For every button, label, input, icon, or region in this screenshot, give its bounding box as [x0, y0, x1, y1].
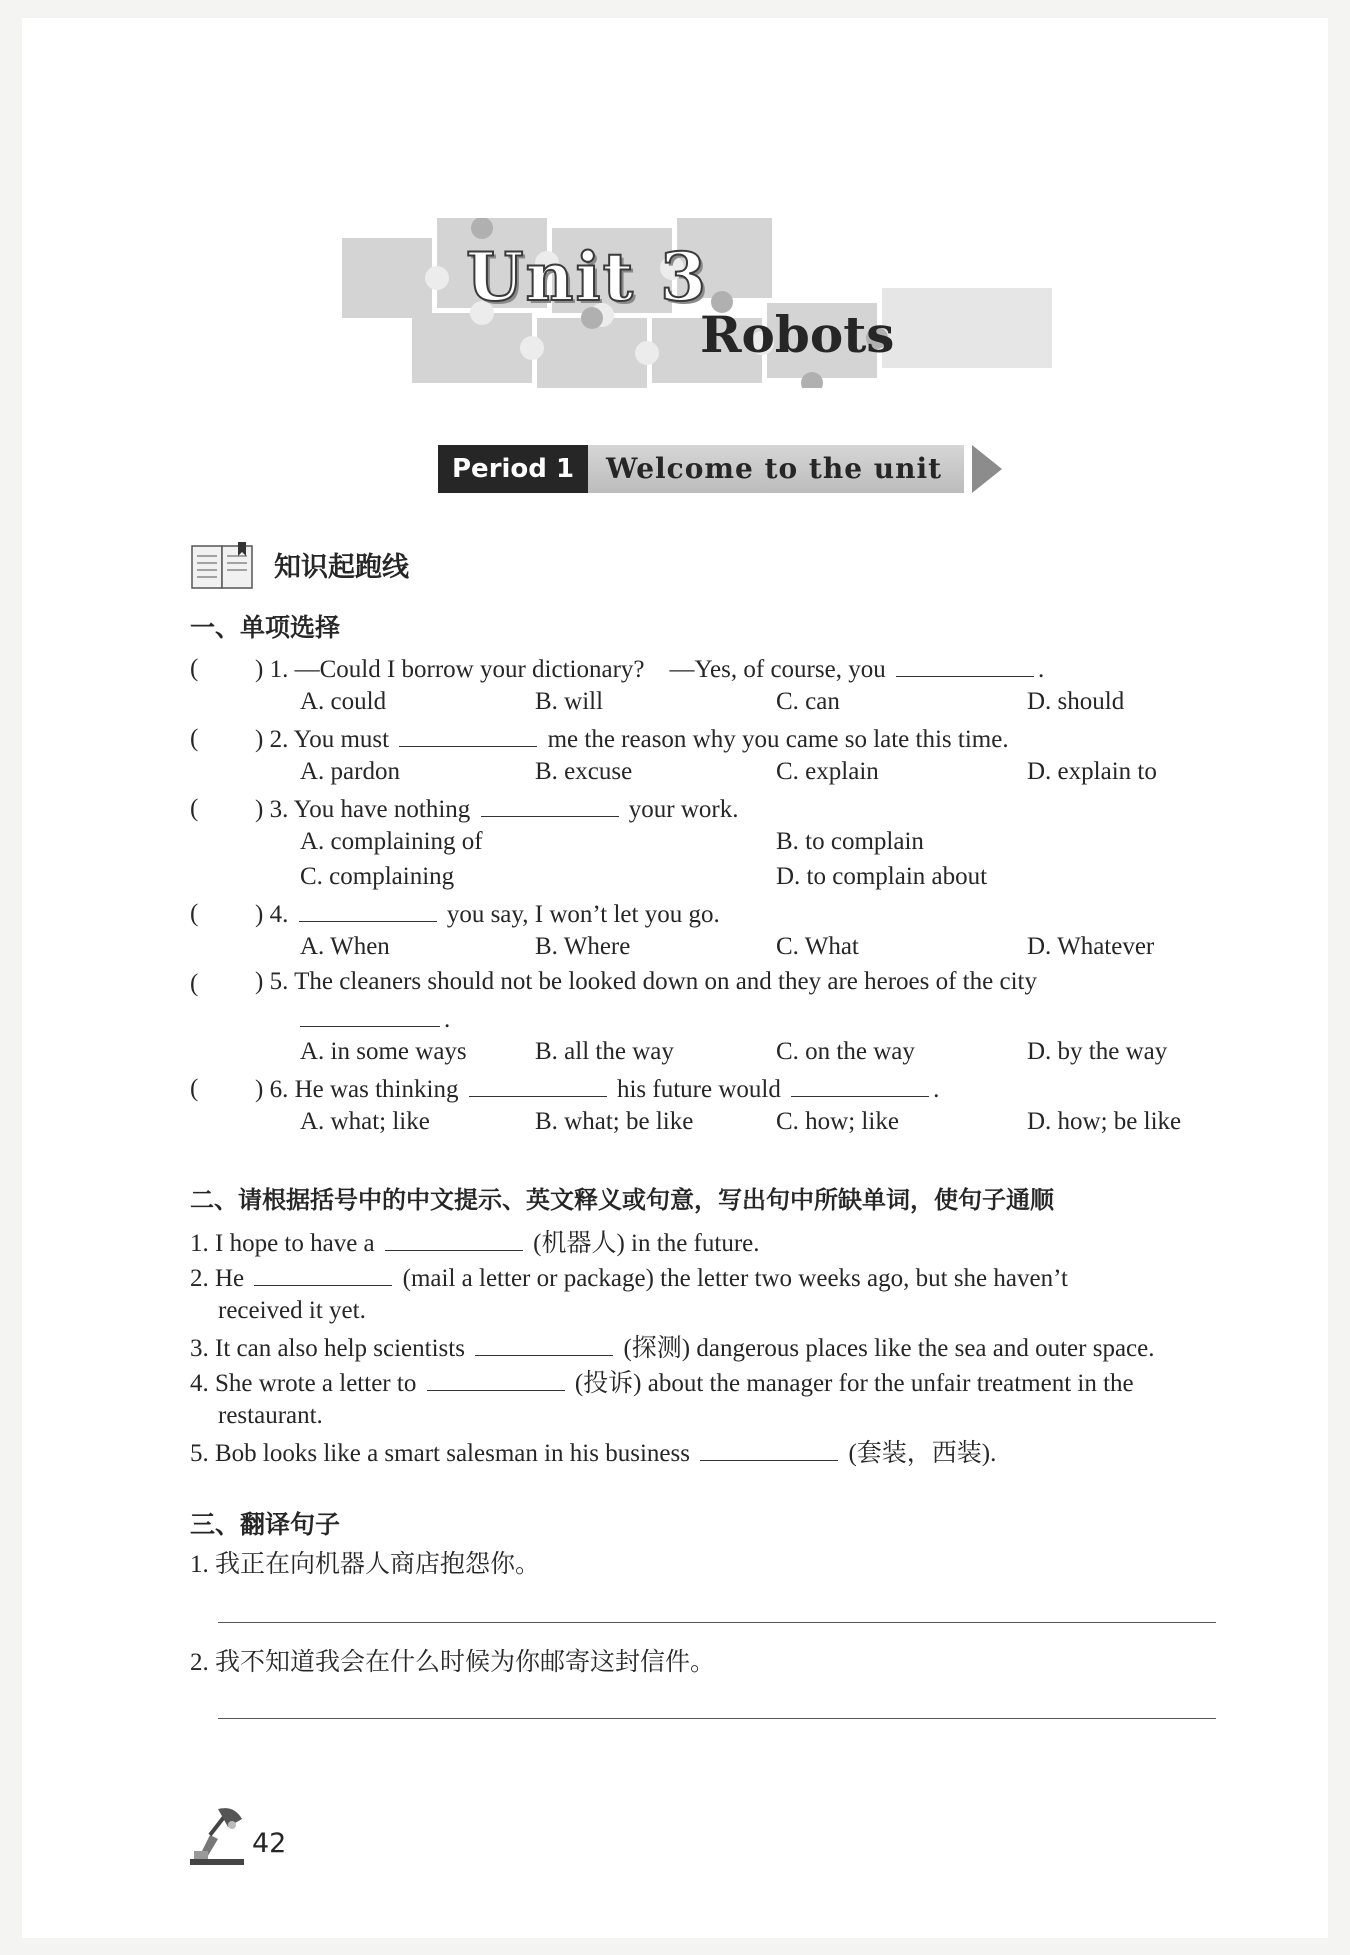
option-a: A. in some ways	[300, 1038, 467, 1065]
option-a: A. what; like	[300, 1108, 430, 1135]
option-a: A. When	[300, 933, 390, 960]
blank[interactable]	[469, 1072, 607, 1097]
option-d: D. explain to	[1027, 758, 1157, 785]
option-c: C. how; like	[776, 1108, 899, 1135]
blank[interactable]	[791, 1072, 929, 1097]
answer-paren: (	[190, 725, 199, 752]
fill-item-4: 4. She wrote a letter to (投诉) about the manager for the unfair treatment in the	[190, 1366, 1134, 1399]
option-b: B. Where	[535, 933, 631, 960]
option-d: D. to complain about	[776, 863, 988, 890]
blank[interactable]	[399, 722, 537, 747]
option-c: C. complaining	[300, 863, 455, 890]
blank[interactable]	[427, 1366, 565, 1391]
option-b: B. what; be like	[535, 1108, 694, 1135]
fill-item-1: 1. I hope to have a (机器人) in the future.	[190, 1226, 760, 1259]
question-5-blank: .	[296, 1002, 450, 1035]
unit-topic: Robots	[700, 305, 895, 364]
translate-item-2: 2. 我不知道我会在什么时候为你邮寄这封信件。	[190, 1649, 716, 1676]
blank[interactable]	[475, 1331, 613, 1356]
option-d: D. should	[1027, 688, 1125, 715]
period-title: Welcome to the unit	[588, 445, 964, 493]
option-c: C. on the way	[776, 1038, 915, 1065]
period-label: Period 1	[438, 445, 588, 493]
fill-item-3: 3. It can also help scientists (探测) dangerous places like the sea and outer space.	[190, 1331, 1155, 1364]
unit-title: Unit 3	[466, 238, 709, 316]
option-c: C. can	[776, 688, 840, 715]
blank[interactable]	[299, 897, 437, 922]
answer-paren: (	[190, 1075, 199, 1102]
blank[interactable]	[385, 1226, 523, 1251]
option-d: D. how; be like	[1027, 1108, 1182, 1135]
fill-item-2: 2. He (mail a letter or package) the letter two weeks ago, but she haven’t	[190, 1261, 1068, 1294]
option-b: B. excuse	[535, 758, 633, 785]
option-b: B. will	[535, 688, 604, 715]
option-c: C. What	[776, 933, 859, 960]
lamp-icon	[188, 1805, 246, 1867]
option-a: A. complaining of	[300, 828, 483, 855]
blank[interactable]	[896, 652, 1034, 677]
answer-paren: (	[190, 970, 199, 997]
blank[interactable]	[700, 1436, 838, 1461]
period-banner	[438, 445, 1002, 493]
fill-item-4-cont: restaurant.	[218, 1402, 323, 1429]
answer-paren: (	[190, 900, 199, 927]
answer-line[interactable]	[218, 1718, 1216, 1719]
answer-line[interactable]	[218, 1622, 1216, 1623]
question-3: ) 3. You have nothing your work.	[255, 792, 739, 825]
blank[interactable]	[254, 1261, 392, 1286]
arrow-icon	[972, 445, 1002, 493]
option-b: B. all the way	[535, 1038, 674, 1065]
section-title: 知识起跑线	[274, 552, 409, 583]
fill-item-5: 5. Bob looks like a smart salesman in his business (套装，西装).	[190, 1436, 996, 1469]
page-number: 42	[252, 1828, 287, 1859]
fill-item-2-cont: received it yet.	[218, 1297, 366, 1324]
answer-paren: (	[190, 795, 199, 822]
blank[interactable]	[481, 792, 619, 817]
question-1: ) 1. —Could I borrow your dictionary? —Yes, of course, you .	[255, 652, 1044, 685]
question-2: ) 2. You must me the reason why you came so late this time.	[255, 722, 1009, 755]
option-a: A. pardon	[300, 758, 400, 785]
blank[interactable]	[300, 1002, 440, 1027]
option-b: B. to complain	[776, 828, 924, 855]
answer-paren: (	[190, 655, 199, 682]
option-a: A. could	[300, 688, 387, 715]
question-6: ) 6. He was thinking his future would .	[255, 1072, 939, 1105]
part1-heading: 一、单项选择	[190, 613, 341, 642]
question-4: ) 4. you say, I won’t let you go.	[255, 897, 720, 930]
book-icon	[190, 542, 256, 592]
option-d: D. by the way	[1027, 1038, 1168, 1065]
option-d: D. Whatever	[1027, 933, 1155, 960]
translate-item-1: 1. 我正在向机器人商店抱怨你。	[190, 1551, 541, 1578]
option-c: C. explain	[776, 758, 879, 785]
question-5: ) 5. The cleaners should not be looked down on and they are heroes of the city	[255, 968, 1037, 995]
part3-heading: 三、翻译句子	[190, 1510, 341, 1539]
part2-heading: 二、请根据括号中的中文提示、英文释义或句意，写出句中所缺单词，使句子通顺	[190, 1186, 1054, 1214]
